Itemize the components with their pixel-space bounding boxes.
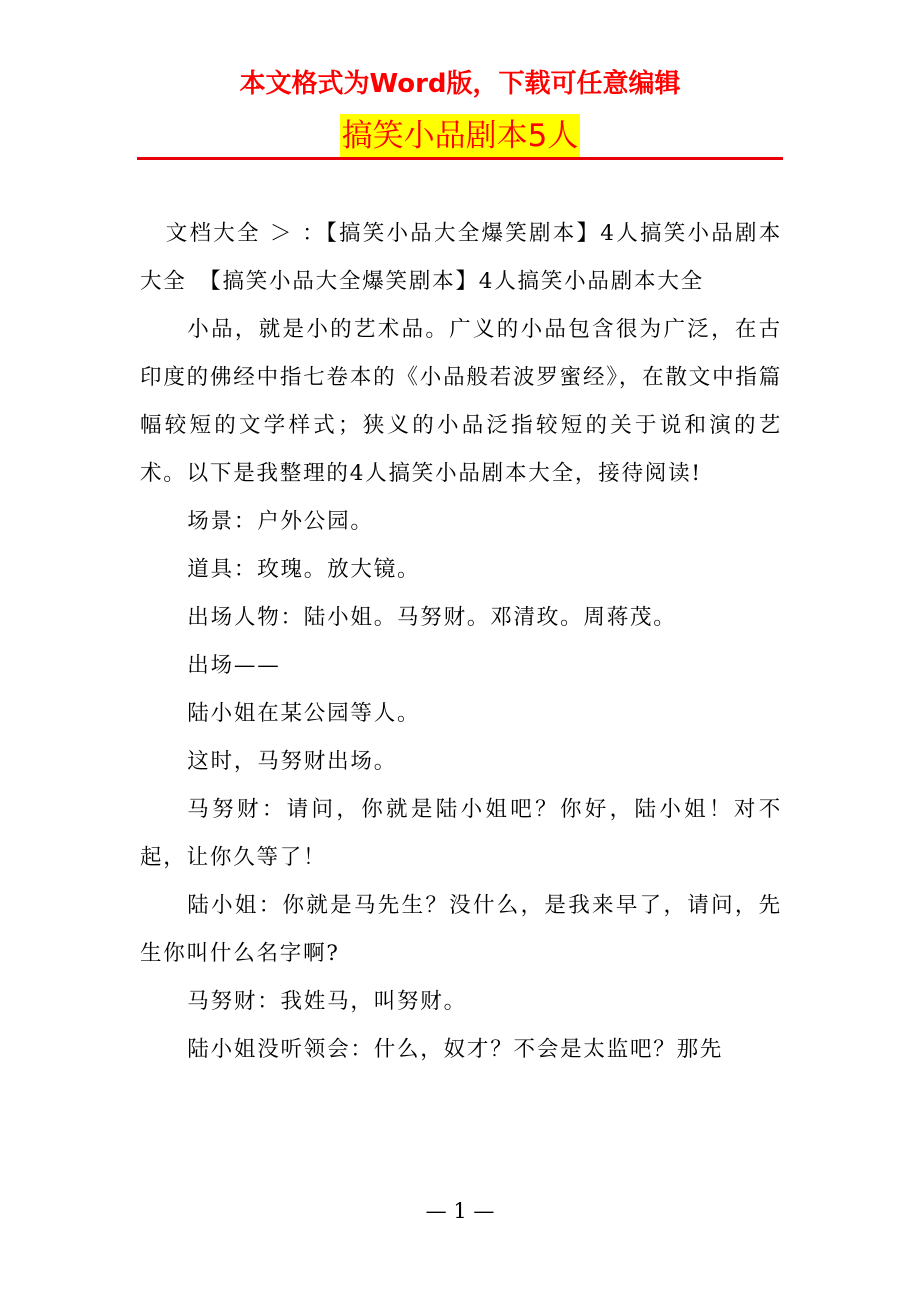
paragraph: 陆小姐没听领会：什么，奴才？不会是太监吧？那先 (187, 1037, 724, 1062)
paragraph: 道具：玫瑰。放大镜。 (187, 557, 421, 582)
title-container (0, 114, 920, 158)
paragraph: 陆小姐：你就是马先生？没什么，是我来早了，请问，先生你叫什么名字啊? (140, 893, 782, 966)
header-divider (137, 157, 783, 160)
paragraph: 这时，马努财出场。 (187, 749, 397, 774)
breadcrumb: 文档大全 ＞ ：【搞笑小品大全爆笑剧本】4人搞笑小品剧本大全 【搞笑小品大全爆笑剧本】4人搞笑小品剧本大全 (140, 221, 782, 294)
paragraph: 小品，就是小的艺术品。广义的小品包含很为广泛，在古印度的佛经中指七卷本的《小品般若波罗蜜经》，在散文中指篇幅较短的文学样式；狭义的小品泛指较短的关于说和演的艺术。以下是我整理的4人搞笑小品剧本大全，接待阅读! (140, 317, 782, 486)
format-notice: 本文格式为Word版，下载可任意编辑 (239, 69, 681, 99)
paragraph: 马努财：我姓马，叫努财。 (187, 989, 467, 1014)
paragraph: 出场人物：陆小姐。马努财。邓清玫。周蒋茂。 (187, 605, 677, 630)
paragraph: 马努财：请问，你就是陆小姐吧？你好，陆小姐！对不起，让你久等了！ (140, 797, 782, 870)
paragraph: 陆小姐在某公园等人。 (187, 701, 421, 726)
paragraph: 场景：户外公园。 (187, 509, 374, 534)
paragraph: 出场—— (187, 653, 281, 678)
document-title: 搞笑小品剧本5人 (340, 114, 581, 158)
page-number: — 1 — (425, 1199, 495, 1223)
document-body (140, 210, 782, 1074)
